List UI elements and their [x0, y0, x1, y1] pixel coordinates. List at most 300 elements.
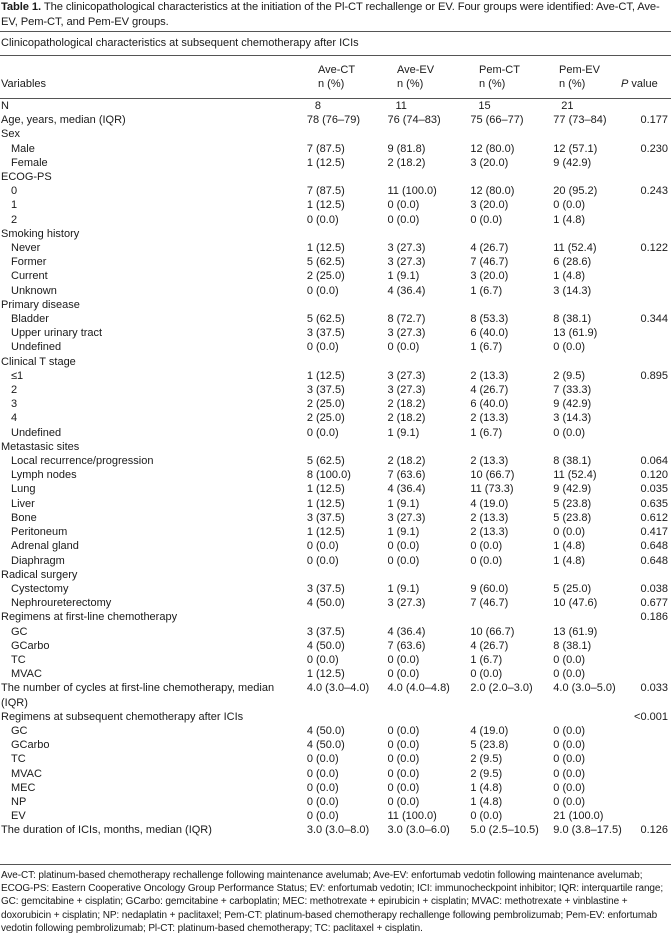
cell-p-value: 0.243: [640, 185, 668, 198]
cell-ave-ct: 8: [314, 100, 321, 112]
row-label: 0: [11, 185, 18, 198]
cell-p-value: 0.895: [640, 369, 668, 382]
cell-ave-ct: 3.0 (3.0–8.0): [306, 824, 370, 837]
cell-pem-ev: 9 (42.9): [553, 483, 592, 496]
cell-pem-ct: 11 (73.3): [470, 483, 514, 496]
cell-pem-ev: 1 (4.8): [553, 554, 586, 567]
table-row: [0, 468, 671, 482]
cell-pem-ev: [553, 298, 634, 312]
row-label: GCarbo: [11, 639, 50, 652]
cell-p-value: [634, 298, 671, 312]
cell-pem-ev: 21: [561, 100, 574, 112]
data-table: [0, 99, 671, 838]
row-label: TC: [11, 753, 26, 766]
group-unit: n (%): [559, 78, 586, 90]
row-label: Never: [11, 242, 41, 255]
cell-pem-ct: 3 (20.0): [470, 156, 509, 169]
cell-pem-ev: 11 (52.4): [553, 242, 597, 255]
row-label: Radical surgery: [1, 568, 78, 581]
cell-ave-ct: 1 (12.5): [306, 369, 345, 382]
row-label: Metastasic sites: [1, 440, 80, 453]
caption-text: The clinicopathological characteristics at the initiation of the Pl-CT rechallenge or EV. Four groups were identified: Ave-CT, Ave-EV, Pem-CT, and Pem-EV groups.: [1, 1, 660, 28]
row-label: Sex: [1, 128, 20, 141]
cell-pem-ct: [470, 355, 553, 369]
cell-pem-ct: 10 (66.7): [470, 469, 515, 482]
table-row: [0, 198, 671, 212]
cell-p-value: [634, 269, 671, 283]
cell-pem-ev: 13 (61.9): [553, 327, 598, 340]
cell-pem-ct: 4 (26.7): [470, 384, 509, 397]
cell-pem-ev: 0 (0.0): [553, 341, 586, 354]
cell-ave-ev: [387, 355, 470, 369]
cell-pem-ev: 5 (25.0): [553, 582, 592, 595]
cell-pem-ct: 7 (46.7): [470, 597, 509, 610]
cell-ave-ct: 0 (0.0): [306, 753, 339, 766]
row-label: 3: [11, 398, 18, 411]
cell-pem-ct: 0 (0.0): [470, 540, 503, 553]
cell-pem-ev: 2 (9.5): [553, 369, 586, 382]
cell-pem-ct: 10 (66.7): [470, 625, 515, 638]
group-name: Pem-EV: [559, 64, 600, 76]
cell-ave-ev: 3 (27.3): [387, 256, 426, 269]
row-label: Regimens at first-line chemotherapy: [1, 611, 178, 624]
table-row: [0, 383, 671, 397]
cell-pem-ev: [553, 440, 634, 454]
cell-ave-ev: 1 (9.1): [387, 497, 420, 510]
cell-p-value: [634, 781, 671, 795]
cell-p-value: [634, 625, 671, 639]
cell-pem-ct: 0 (0.0): [470, 668, 503, 681]
cell-pem-ev: 11 (52.4): [553, 469, 597, 482]
table-row: [0, 667, 671, 681]
cell-ave-ct: 1 (12.5): [306, 526, 345, 539]
cell-pem-ct: 9 (60.0): [470, 582, 509, 595]
cell-ave-ev: 3 (27.3): [387, 242, 426, 255]
cell-ave-ev: 3 (27.3): [387, 369, 426, 382]
cell-ave-ct: 1 (12.5): [306, 483, 345, 496]
cell-pem-ct: 1 (4.8): [470, 795, 503, 808]
cell-p-value: [634, 255, 671, 269]
cell-pem-ev: 7 (33.3): [553, 384, 592, 397]
table-row: [0, 284, 671, 298]
cell-pem-ev: 0 (0.0): [553, 767, 586, 780]
cell-ave-ct: 3 (37.5): [306, 384, 345, 397]
cell-ave-ev: 4 (36.4): [387, 625, 426, 638]
header-p-value: [621, 77, 658, 91]
cell-ave-ct: 0 (0.0): [306, 781, 339, 794]
table-row: [0, 340, 671, 354]
row-label: Smoking history: [1, 227, 80, 240]
p-italic: P: [621, 78, 629, 90]
row-label: Diaphragm: [11, 554, 65, 567]
cell-pem-ev: 5 (23.8): [553, 511, 592, 524]
header-group-ave-ct: [318, 63, 355, 91]
cell-ave-ev: 0 (0.0): [387, 767, 420, 780]
row-label: Upper urinary tract: [11, 327, 103, 340]
cell-ave-ev: [387, 170, 470, 184]
table-row: [0, 497, 671, 511]
table-row: [0, 511, 671, 525]
cell-pem-ct: 3 (20.0): [470, 199, 509, 212]
cell-p-value: 0.038: [640, 582, 668, 595]
cell-ave-ev: [387, 610, 470, 624]
table-row: [0, 582, 671, 596]
cell-pem-ev: 0 (0.0): [553, 668, 586, 681]
cell-ave-ct: [307, 610, 388, 624]
cell-p-value: [634, 127, 671, 141]
cell-pem-ct: 1 (4.8): [470, 781, 503, 794]
table-row: [0, 539, 671, 553]
row-label: 4: [11, 412, 18, 425]
cell-pem-ev: 0 (0.0): [553, 753, 586, 766]
table-subtitle: Clinicopathological characteristics at subsequent chemotherapy after ICIs: [1, 37, 359, 49]
cell-ave-ev: [387, 440, 470, 454]
p-rest: value: [628, 78, 658, 90]
cell-pem-ct: [470, 610, 553, 624]
cell-pem-ct: [470, 298, 553, 312]
cell-ave-ev: 0 (0.0): [387, 199, 420, 212]
row-label: Unknown: [11, 284, 57, 297]
cell-pem-ct: 2 (13.3): [470, 369, 509, 382]
table-row: [0, 255, 671, 269]
cell-p-value: 0.417: [640, 526, 668, 539]
table-row: [0, 781, 671, 795]
cell-p-value: [634, 99, 671, 113]
cell-pem-ev: 9 (42.9): [553, 398, 592, 411]
cell-ave-ct: 0 (0.0): [306, 767, 339, 780]
cell-pem-ev: 3 (14.3): [553, 284, 592, 297]
cell-ave-ct: 0 (0.0): [306, 341, 339, 354]
cell-ave-ev: 4.0 (4.0–4.8): [387, 682, 450, 695]
cell-ave-ct: 0 (0.0): [306, 554, 339, 567]
cell-ave-ct: 0 (0.0): [306, 213, 339, 226]
cell-p-value: 0.612: [640, 511, 668, 524]
cell-pem-ev: 0 (0.0): [553, 781, 586, 794]
group-name: Ave-CT: [318, 64, 356, 76]
group-unit: n (%): [479, 78, 506, 90]
cell-ave-ev: 4 (36.4): [387, 483, 426, 496]
cell-ave-ev: 3 (27.3): [387, 597, 426, 610]
cell-ave-ct: 1 (12.5): [306, 156, 345, 169]
header-group-ave-ev: [397, 63, 434, 91]
cell-pem-ev: 1 (4.8): [553, 540, 586, 553]
cell-p-value: [634, 411, 671, 425]
cell-ave-ct: 0 (0.0): [306, 653, 339, 666]
cell-ave-ct: 4 (50.0): [306, 639, 345, 652]
table-row: [0, 411, 671, 425]
cell-ave-ev: [387, 298, 470, 312]
cell-pem-ct: 2.0 (2.0–3.0): [470, 682, 533, 695]
cell-p-value: [634, 752, 671, 766]
row-label: TC: [11, 653, 26, 666]
cell-pem-ct: 1 (6.7): [470, 653, 503, 666]
cell-pem-ev: 0 (0.0): [553, 739, 586, 752]
cell-ave-ct: 5 (62.5): [306, 455, 345, 468]
cell-ave-ct: 5 (62.5): [306, 313, 345, 326]
cell-pem-ct: [470, 440, 553, 454]
cell-pem-ev: 20 (95.2): [553, 185, 598, 198]
table-row: [0, 596, 671, 610]
table-row: [0, 213, 671, 227]
cell-pem-ev: [553, 568, 634, 582]
cell-ave-ct: [307, 710, 388, 724]
cell-ave-ev: 0 (0.0): [387, 341, 420, 354]
row-label: Peritoneum: [11, 526, 68, 539]
cell-p-value: [634, 326, 671, 340]
row-label: MVAC: [11, 668, 42, 681]
table-row: [0, 184, 671, 198]
table-footnote: Ave-CT: platinum-based chemotherapy rechallenge following maintenance avelumab; Ave-EV: enfortumab vedotin following maintenance avelumab; ECOG-PS: Eastern Cooperative Oncology Group Performance Status; EV: enfortumab vedotin; ICI: immunocheckpoint inhibitor; IQR: interquartile range; GC: gemcitabine + cisplatin; GCarbo: gemcitabine + carboplatin; MEC: methotrexate + epirubicin + cisplatin; MVAC: methotrexate + vinblastine + doxorubicin + cisplatin; NP: nedaplatin + paclitaxel; Pem-CT: platinum-based chemotherapy rechallenge following pembrolizumab; Pem-EV: enfortumab vedotin following pembrolizumab; Pl-CT: platinum-based chemotherapy; TC: paclitaxel + cisplatin.: [1, 870, 664, 934]
cell-p-value: [634, 795, 671, 809]
cell-p-value: [634, 653, 671, 667]
cell-ave-ev: 7 (63.6): [387, 469, 426, 482]
table-row: [0, 227, 671, 241]
cell-ave-ct: 2 (25.0): [306, 398, 345, 411]
row-label: Age, years, median (IQR): [1, 114, 126, 127]
row-label: Regimens at subsequent chemotherapy after ICIs: [1, 710, 244, 723]
table-label: Table 1.: [1, 1, 42, 13]
cell-pem-ct: [470, 710, 553, 724]
cell-p-value: [634, 667, 671, 681]
cell-pem-ct: 1 (6.7): [470, 341, 503, 354]
cell-p-value: [634, 767, 671, 781]
table-row: [0, 767, 671, 781]
cell-pem-ct: [470, 568, 553, 582]
cell-p-value: [634, 198, 671, 212]
cell-pem-ev: 0 (0.0): [553, 526, 586, 539]
cell-p-value: 0.648: [640, 540, 668, 553]
cell-ave-ct: 0 (0.0): [306, 795, 339, 808]
cell-pem-ev: [553, 127, 634, 141]
cell-p-value: 0.344: [640, 313, 668, 326]
cell-pem-ev: 5 (23.8): [553, 497, 592, 510]
cell-pem-ct: 2 (13.3): [470, 412, 509, 425]
cell-ave-ev: 0 (0.0): [387, 781, 420, 794]
cell-ave-ev: 0 (0.0): [387, 739, 420, 752]
cell-ave-ct: 1 (12.5): [306, 497, 345, 510]
table-row: [0, 269, 671, 283]
cell-p-value: [634, 639, 671, 653]
cell-pem-ct: [470, 127, 553, 141]
table-row: [0, 610, 671, 624]
cell-pem-ct: 0 (0.0): [470, 810, 503, 823]
cell-ave-ct: 1 (12.5): [306, 668, 345, 681]
cell-ave-ev: 7 (63.6): [387, 639, 426, 652]
cell-pem-ev: 13 (61.9): [553, 625, 598, 638]
row-label: Primary disease: [1, 298, 80, 311]
cell-pem-ct: 8 (53.3): [470, 313, 509, 326]
table-row: [0, 625, 671, 639]
cell-ave-ev: [387, 568, 470, 582]
cell-pem-ev: 10 (47.6): [553, 597, 598, 610]
table-row: [0, 142, 671, 156]
row-label: MEC: [11, 781, 36, 794]
row-label: Male: [11, 142, 35, 155]
cell-ave-ct: 4.0 (3.0–4.0): [306, 682, 370, 695]
cell-ave-ev: [387, 227, 470, 241]
cell-p-value: [634, 340, 671, 354]
cell-p-value: 0.635: [640, 497, 668, 510]
table-row: [0, 809, 671, 823]
cell-ave-ct: 3 (37.5): [306, 511, 345, 524]
table-caption: [1, 0, 669, 29]
cell-p-value: [634, 426, 671, 440]
cell-pem-ct: 3 (20.0): [470, 270, 509, 283]
cell-ave-ct: 0 (0.0): [306, 540, 339, 553]
header-variables: Variables: [1, 78, 47, 90]
table-row: [0, 653, 671, 667]
cell-p-value: 0.033: [640, 682, 668, 695]
cell-p-value: [634, 383, 671, 397]
cell-p-value: 0.126: [640, 824, 668, 837]
cell-ave-ev: 1 (9.1): [387, 582, 420, 595]
cell-pem-ev: 9 (42.9): [553, 156, 592, 169]
table-row: [0, 454, 671, 468]
cell-pem-ev: 3 (14.3): [553, 412, 592, 425]
group-name: Pem-CT: [479, 64, 520, 76]
cell-pem-ev: 0 (0.0): [553, 795, 586, 808]
cell-pem-ct: [470, 227, 553, 241]
table-row: [0, 482, 671, 496]
group-unit: n (%): [397, 78, 424, 90]
cell-pem-ct: 15: [478, 100, 491, 112]
table-row: [0, 554, 671, 568]
row-label: The number of cycles at first-line chemotherapy, median (IQR): [1, 682, 275, 709]
cell-ave-ct: 78 (76–79): [306, 114, 361, 127]
cell-ave-ev: 1 (9.1): [387, 426, 420, 439]
row-label: Bladder: [11, 313, 49, 326]
cell-pem-ev: 9.0 (3.8–17.5): [553, 824, 622, 837]
cell-pem-ct: 2 (13.3): [470, 526, 509, 539]
table-row: [0, 738, 671, 752]
table-row: [0, 795, 671, 809]
table-row: [0, 426, 671, 440]
cell-pem-ct: 1 (6.7): [470, 426, 503, 439]
bottom-rule: [0, 864, 671, 865]
cell-ave-ct: 4 (50.0): [306, 724, 345, 737]
cell-p-value: [634, 568, 671, 582]
cell-pem-ev: 8 (38.1): [553, 313, 592, 326]
table-body: [0, 99, 671, 838]
cell-pem-ev: 4.0 (3.0–5.0): [553, 682, 616, 695]
cell-p-value: 0.035: [640, 483, 668, 496]
cell-ave-ct: 7 (87.5): [306, 185, 345, 198]
row-label: Bone: [11, 511, 37, 524]
cell-p-value: 0.230: [640, 142, 668, 155]
cell-ave-ct: 3 (37.5): [306, 625, 345, 638]
cell-pem-ct: 2 (13.3): [470, 511, 509, 524]
cell-p-value: 0.677: [640, 597, 668, 610]
cell-p-value: 0.186: [640, 611, 668, 624]
cell-p-value: 0.177: [640, 114, 668, 127]
cell-ave-ct: 4 (50.0): [306, 597, 345, 610]
cell-pem-ev: 21 (100.0): [553, 810, 604, 823]
cell-ave-ev: 0 (0.0): [387, 753, 420, 766]
row-label: 1: [11, 199, 18, 212]
cell-p-value: [634, 170, 671, 184]
table-row: [0, 710, 671, 724]
cell-pem-ct: 2 (13.3): [470, 455, 509, 468]
cell-p-value: [634, 227, 671, 241]
table-row: [0, 156, 671, 170]
cell-p-value: [634, 738, 671, 752]
cell-ave-ev: 0 (0.0): [387, 653, 420, 666]
row-label: Adrenal gland: [11, 540, 79, 553]
cell-ave-ct: [307, 127, 388, 141]
cell-pem-ct: 0 (0.0): [470, 213, 503, 226]
cell-pem-ct: 2 (9.5): [470, 767, 503, 780]
table-row: [0, 113, 671, 127]
cell-p-value: [634, 397, 671, 411]
cell-pem-ev: 12 (57.1): [553, 142, 598, 155]
row-label: Former: [11, 256, 47, 269]
cell-pem-ct: 2 (9.5): [470, 753, 503, 766]
group-name: Ave-EV: [397, 64, 435, 76]
row-label: EV: [11, 810, 26, 823]
cell-pem-ev: 8 (38.1): [553, 455, 592, 468]
cell-p-value: [634, 156, 671, 170]
row-label: Lung: [11, 483, 36, 496]
cell-p-value: [634, 724, 671, 738]
table-row: [0, 312, 671, 326]
cell-ave-ev: 3.0 (3.0–6.0): [387, 824, 450, 837]
cell-pem-ct: 6 (40.0): [470, 398, 509, 411]
cell-ave-ct: 5 (62.5): [306, 256, 345, 269]
cell-ave-ct: 0 (0.0): [306, 284, 339, 297]
cell-ave-ev: 8 (72.7): [387, 313, 426, 326]
cell-pem-ev: [553, 355, 634, 369]
cell-ave-ct: 3 (37.5): [306, 327, 345, 340]
cell-pem-ev: 0 (0.0): [553, 199, 586, 212]
cell-pem-ct: 75 (66–77): [470, 114, 524, 127]
cell-pem-ev: 0 (0.0): [553, 724, 586, 737]
top-rule: [0, 31, 671, 32]
cell-pem-ev: 6 (28.6): [553, 256, 592, 269]
header-group-pem-ev: [559, 63, 600, 91]
cell-ave-ev: 11 (100.0): [387, 810, 437, 823]
cell-p-value: <0.001: [634, 710, 668, 723]
row-label: Clinical T stage: [1, 355, 76, 368]
cell-ave-ct: [307, 440, 388, 454]
cell-pem-ct: 5 (23.8): [470, 739, 509, 752]
cell-ave-ev: 0 (0.0): [387, 724, 420, 737]
table-row: [0, 99, 671, 113]
cell-ave-ev: 0 (0.0): [387, 540, 420, 553]
cell-ave-ev: 1 (9.1): [387, 526, 420, 539]
row-label: Female: [11, 156, 48, 169]
cell-ave-ct: 4 (50.0): [306, 739, 345, 752]
cell-ave-ev: 3 (27.3): [387, 327, 426, 340]
cell-ave-ev: 2 (18.2): [387, 455, 426, 468]
cell-ave-ev: 0 (0.0): [387, 213, 420, 226]
cell-ave-ev: 4 (36.4): [387, 284, 426, 297]
cell-ave-ct: 1 (12.5): [306, 242, 345, 255]
cell-pem-ev: [553, 170, 634, 184]
row-label: MVAC: [11, 767, 42, 780]
cell-ave-ct: 2 (25.0): [306, 270, 345, 283]
cell-pem-ev: [553, 610, 634, 624]
cell-p-value: [634, 809, 671, 823]
cell-ave-ev: 11 (100.0): [387, 185, 437, 198]
cell-p-value: 0.064: [640, 455, 668, 468]
row-label: The duration of ICIs, months, median (IQR): [1, 824, 212, 837]
row-label: NP: [11, 795, 27, 808]
table-row: [0, 568, 671, 582]
cell-ave-ct: 3 (37.5): [306, 582, 345, 595]
row-label: Undefined: [11, 426, 62, 439]
subtitle-rule: [0, 55, 671, 56]
cell-ave-ct: 0 (0.0): [306, 810, 339, 823]
